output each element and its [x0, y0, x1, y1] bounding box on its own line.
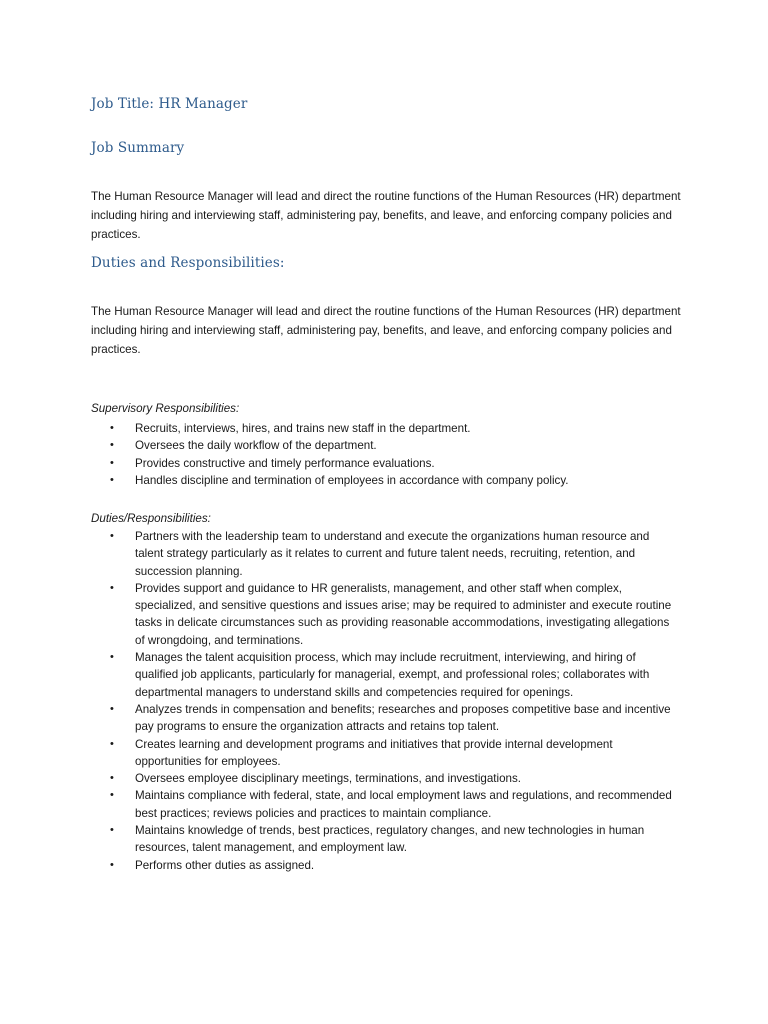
list-item-text: Partners with the leadership team to understand and execute the organizations human resource and talent strategy particularly as it relates to current and future talent needs, recruiting, retention, and succession planning.: [135, 530, 650, 578]
list-item-text: Recruits, interviews, hires, and trains new staff in the department.: [135, 422, 471, 435]
job-title-heading: Job Title: HR Manager: [91, 96, 248, 112]
duties-heading: Duties and Responsibilities:: [91, 255, 285, 271]
list-item-text: Handles discipline and termination of employees in accordance with company policy.: [135, 473, 569, 487]
bullet-icon: •: [110, 789, 114, 802]
bullet-icon: •: [110, 858, 114, 871]
duties-list: [110, 528, 680, 874]
list-item-text: Manages the talent acquisition process, which may include recruitment, interviewing, and hiring of qualified job applicants, particularly for managerial, exempt, and professional roles; collaborates with departmental managers to understand skills and competencies required for openings.: [135, 651, 650, 699]
job-summary-text: The Human Resource Manager will lead and direct the routine functions of the Human Resources (HR) department including hiring and interviewing staff, administering pay, benefits, and leave, and enforcing company policies and practices.: [91, 190, 681, 241]
list-item-text: Performs other duties as assigned.: [135, 858, 315, 872]
bullet-icon: •: [110, 439, 114, 452]
list-item: [110, 455, 680, 472]
bullet-icon: •: [110, 702, 114, 715]
bullet-icon: •: [110, 772, 114, 785]
list-item: [110, 770, 680, 787]
list-item-text: Provides support and guidance to HR generalists, management, and other staff when complex, specialized, and sensitive questions and issues arise; may be required to administer and execute routine tasks in delicate circumstances such as providing reasonable accommodations, investigating allegations of wrongdoing, and terminations.: [135, 581, 672, 647]
list-item: [110, 701, 680, 736]
job-summary-heading: Job Summary: [91, 140, 185, 156]
list-item: [110, 580, 680, 649]
supervisory-heading: Supervisory Responsibilities:: [91, 402, 240, 415]
list-item: [110, 787, 680, 822]
bullet-icon: •: [110, 473, 114, 486]
bullet-icon: •: [110, 581, 114, 594]
list-item: [110, 736, 680, 771]
list-item: [110, 528, 680, 580]
list-item-text: Creates learning and development programs and initiatives that provide internal development opportunities for employees.: [135, 737, 613, 768]
bullet-icon: •: [110, 456, 114, 469]
list-item: [110, 472, 680, 489]
bullet-icon: •: [110, 422, 114, 434]
list-item-text: Maintains knowledge of trends, best practices, regulatory changes, and new technologies in human resources, talent management, and employment law.: [135, 824, 645, 855]
list-item-text: Provides constructive and timely performance evaluations.: [135, 456, 435, 470]
list-item-text: Oversees the daily workflow of the department.: [135, 439, 377, 453]
duties-subheading: Duties/Responsibilities:: [91, 512, 211, 525]
list-item: [110, 437, 680, 454]
list-item: [110, 822, 680, 857]
list-item-text: Maintains compliance with federal, state, and local employment laws and regulations, and recommended best practices; reviews policies and practices to maintain compliance.: [135, 789, 672, 820]
bullet-icon: •: [110, 651, 114, 664]
list-item: [110, 420, 680, 437]
bullet-icon: •: [110, 824, 114, 837]
list-item: [110, 649, 680, 701]
supervisory-list: [110, 420, 680, 489]
bullet-icon: •: [110, 530, 114, 542]
list-item: [110, 857, 680, 874]
list-item-text: Oversees employee disciplinary meetings, terminations, and investigations.: [135, 772, 522, 786]
duties-text: The Human Resource Manager will lead and direct the routine functions of the Human Resources (HR) department including hiring and interviewing staff, administering pay, benefits, and leave, and enforcing company policies and practices.: [91, 305, 681, 356]
list-item-text: Analyzes trends in compensation and benefits; researches and proposes competitive base and incentive pay programs to ensure the organization attracts and retains top talent.: [135, 702, 671, 734]
bullet-icon: •: [110, 737, 114, 750]
